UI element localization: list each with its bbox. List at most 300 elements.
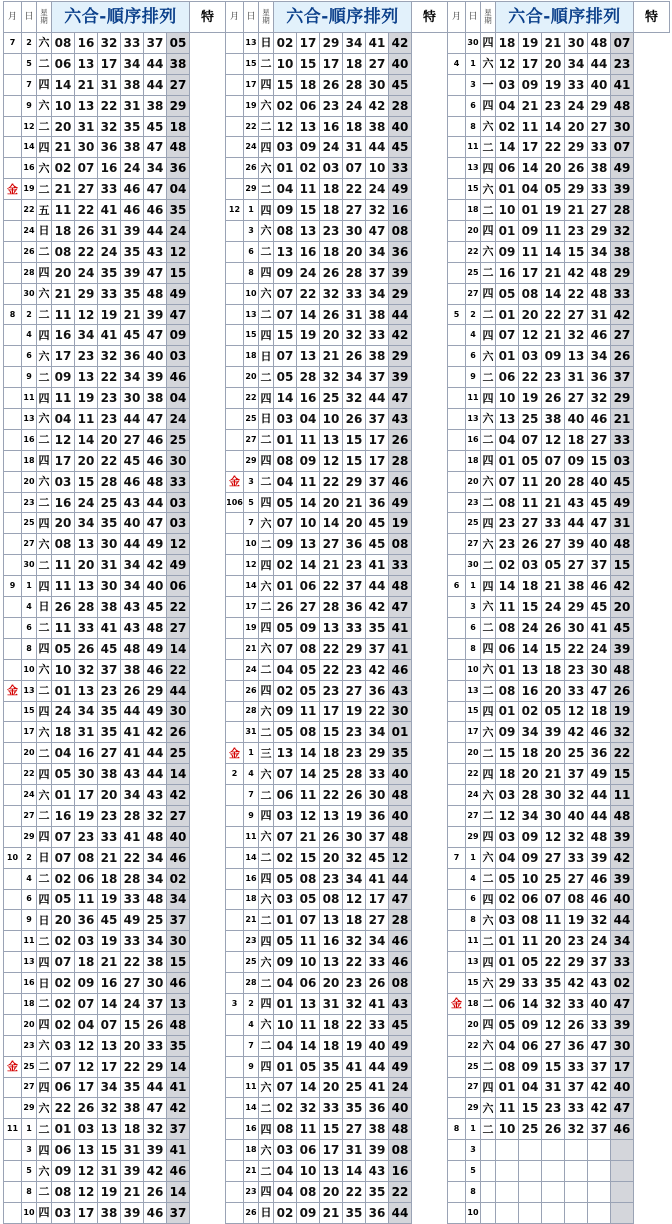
special-number-cell: 35 bbox=[389, 743, 412, 764]
number-cell: 26 bbox=[343, 409, 366, 430]
number-cell: 08 bbox=[52, 33, 75, 54]
special-number-cell: 12 bbox=[167, 241, 190, 262]
number-cell: 02 bbox=[496, 116, 519, 137]
month-cell bbox=[226, 722, 244, 743]
day-cell: 5 bbox=[466, 1161, 481, 1182]
table-row bbox=[448, 221, 670, 242]
number-cell: 06 bbox=[496, 993, 519, 1014]
weekday-cell: 六 bbox=[37, 409, 52, 430]
number-cell: 08 bbox=[297, 638, 320, 659]
month-cell bbox=[4, 973, 22, 994]
number-cell: 37 bbox=[366, 262, 389, 283]
table-row bbox=[226, 847, 448, 868]
weekday-cell: 二 bbox=[481, 200, 496, 221]
special-number-cell: 32 bbox=[611, 722, 634, 743]
month-cell bbox=[4, 1161, 22, 1182]
number-cell: 10 bbox=[496, 1119, 519, 1140]
number-cell: 13 bbox=[320, 805, 343, 826]
month-cell bbox=[448, 137, 466, 158]
number-cell: 10 bbox=[366, 158, 389, 179]
number-cell: 38 bbox=[144, 952, 167, 973]
special-number-cell: 44 bbox=[389, 1202, 412, 1223]
special-header: 特 bbox=[412, 2, 448, 33]
number-cell: 28 bbox=[75, 597, 98, 618]
day-cell: 4 bbox=[466, 325, 481, 346]
number-cell: 22 bbox=[343, 1014, 366, 1035]
number-cell bbox=[542, 1140, 565, 1161]
number-cell: 01 bbox=[52, 785, 75, 806]
day-cell: 25 bbox=[466, 513, 481, 534]
number-cell: 48 bbox=[121, 638, 144, 659]
month-cell bbox=[226, 33, 244, 54]
number-cell: 37 bbox=[366, 826, 389, 847]
table-row bbox=[4, 785, 226, 806]
day-cell: 8 bbox=[466, 1181, 481, 1202]
number-cell: 07 bbox=[274, 304, 297, 325]
number-cell: 29 bbox=[343, 471, 366, 492]
number-cell: 31 bbox=[320, 993, 343, 1014]
number-cell: 38 bbox=[121, 137, 144, 158]
number-cell: 27 bbox=[588, 200, 611, 221]
number-cell: 18 bbox=[320, 179, 343, 200]
number-cell: 22 bbox=[320, 638, 343, 659]
table-row bbox=[448, 638, 670, 659]
number-cell: 33 bbox=[366, 764, 389, 785]
number-cell: 11 bbox=[519, 241, 542, 262]
number-cell: 09 bbox=[297, 1202, 320, 1223]
number-cell: 31 bbox=[121, 1140, 144, 1161]
weekday-cell: 四 bbox=[37, 1202, 52, 1223]
number-cell: 45 bbox=[98, 910, 121, 931]
number-cell: 23 bbox=[343, 973, 366, 994]
weekday-cell: 三 bbox=[259, 743, 274, 764]
weekday-cell: 日 bbox=[259, 409, 274, 430]
weekday-cell: 六 bbox=[481, 785, 496, 806]
number-cell: 39 bbox=[144, 1140, 167, 1161]
special-number-cell: 49 bbox=[389, 179, 412, 200]
number-cell: 31 bbox=[343, 137, 366, 158]
number-cell: 32 bbox=[98, 116, 121, 137]
number-cell: 13 bbox=[75, 367, 98, 388]
special-number-cell: 05 bbox=[167, 33, 190, 54]
special-number-cell: 42 bbox=[389, 33, 412, 54]
number-cell: 01 bbox=[496, 304, 519, 325]
number-cell: 12 bbox=[565, 701, 588, 722]
table-row bbox=[448, 847, 670, 868]
weekday-cell: 二 bbox=[259, 241, 274, 262]
number-cell: 03 bbox=[496, 785, 519, 806]
day-cell: 27 bbox=[22, 534, 37, 555]
table-row bbox=[4, 283, 226, 304]
number-cell: 32 bbox=[343, 993, 366, 1014]
number-cell: 30 bbox=[542, 805, 565, 826]
number-cell: 01 bbox=[496, 931, 519, 952]
number-cell: 18 bbox=[588, 701, 611, 722]
number-cell: 18 bbox=[343, 910, 366, 931]
day-cell: 13 bbox=[22, 680, 37, 701]
number-cell: 20 bbox=[52, 513, 75, 534]
day-cell: 18 bbox=[244, 1140, 259, 1161]
month-cell bbox=[226, 325, 244, 346]
number-cell: 30 bbox=[75, 137, 98, 158]
number-cell: 07 bbox=[98, 1014, 121, 1035]
month-cell bbox=[448, 388, 466, 409]
number-cell: 20 bbox=[519, 304, 542, 325]
number-cell: 33 bbox=[588, 179, 611, 200]
number-cell: 40 bbox=[121, 513, 144, 534]
special-number-cell: 26 bbox=[167, 722, 190, 743]
number-cell: 20 bbox=[52, 910, 75, 931]
month-cell bbox=[4, 95, 22, 116]
special-number-cell: 44 bbox=[389, 304, 412, 325]
weekday-cell: 二 bbox=[37, 429, 52, 450]
weekday-cell: 二 bbox=[37, 805, 52, 826]
number-cell: 47 bbox=[144, 179, 167, 200]
day-cell: 6 bbox=[22, 617, 37, 638]
number-cell: 07 bbox=[274, 346, 297, 367]
table-row bbox=[448, 388, 670, 409]
month-cell bbox=[4, 492, 22, 513]
number-cell: 09 bbox=[274, 701, 297, 722]
number-cell: 17 bbox=[366, 889, 389, 910]
number-cell: 02 bbox=[52, 931, 75, 952]
month-cell bbox=[448, 1140, 466, 1161]
table-row bbox=[448, 283, 670, 304]
number-cell: 28 bbox=[343, 74, 366, 95]
day-cell: 29 bbox=[244, 179, 259, 200]
month-cell bbox=[4, 743, 22, 764]
number-cell: 12 bbox=[75, 1181, 98, 1202]
special-number-cell: 08 bbox=[389, 1140, 412, 1161]
special-number-cell: 49 bbox=[611, 158, 634, 179]
month-header: 月 bbox=[4, 2, 22, 33]
month-cell bbox=[4, 868, 22, 889]
number-cell: 07 bbox=[52, 847, 75, 868]
number-cell: 12 bbox=[542, 1014, 565, 1035]
number-cell: 02 bbox=[274, 847, 297, 868]
number-cell: 23 bbox=[343, 555, 366, 576]
number-cell: 21 bbox=[52, 179, 75, 200]
number-cell: 11 bbox=[496, 1098, 519, 1119]
table-row bbox=[226, 952, 448, 973]
number-cell: 21 bbox=[320, 346, 343, 367]
special-number-cell: 33 bbox=[167, 471, 190, 492]
number-cell: 10 bbox=[297, 513, 320, 534]
number-cell: 41 bbox=[366, 868, 389, 889]
month-cell bbox=[4, 262, 22, 283]
special-number-cell: 46 bbox=[389, 952, 412, 973]
weekday-cell: 四 bbox=[37, 1077, 52, 1098]
weekday-cell: 四 bbox=[37, 826, 52, 847]
number-cell: 32 bbox=[144, 1119, 167, 1140]
number-cell: 27 bbox=[519, 513, 542, 534]
day-cell: 30 bbox=[22, 555, 37, 576]
number-cell: 46 bbox=[588, 722, 611, 743]
number-cell: 09 bbox=[496, 722, 519, 743]
month-cell bbox=[448, 179, 466, 200]
month-cell bbox=[448, 805, 466, 826]
day-cell: 14 bbox=[244, 576, 259, 597]
weekday-cell: 二 bbox=[259, 973, 274, 994]
table-row bbox=[226, 262, 448, 283]
number-cell: 11 bbox=[297, 1119, 320, 1140]
special-number-cell: 30 bbox=[167, 931, 190, 952]
number-cell: 10 bbox=[274, 1014, 297, 1035]
month-cell bbox=[4, 429, 22, 450]
day-cell: 2 bbox=[244, 993, 259, 1014]
month-cell bbox=[226, 1202, 244, 1223]
table-row bbox=[226, 325, 448, 346]
month-cell bbox=[226, 388, 244, 409]
number-cell: 33 bbox=[565, 680, 588, 701]
table-row bbox=[448, 868, 670, 889]
number-cell: 02 bbox=[274, 33, 297, 54]
weekday-cell: 六 bbox=[259, 1077, 274, 1098]
number-cell: 43 bbox=[144, 785, 167, 806]
number-cell: 26 bbox=[542, 617, 565, 638]
number-cell: 13 bbox=[98, 1035, 121, 1056]
table-row bbox=[226, 1202, 448, 1223]
table-row bbox=[448, 450, 670, 471]
number-cell: 33 bbox=[320, 1098, 343, 1119]
special-number-cell: 38 bbox=[611, 241, 634, 262]
day-cell: 22 bbox=[244, 388, 259, 409]
weekday-cell: 二 bbox=[37, 1119, 52, 1140]
number-cell: 23 bbox=[98, 388, 121, 409]
number-cell: 28 bbox=[565, 471, 588, 492]
table-row bbox=[226, 116, 448, 137]
number-cell: 42 bbox=[366, 597, 389, 618]
weekday-cell: 四 bbox=[259, 325, 274, 346]
number-cell: 16 bbox=[75, 743, 98, 764]
special-number-cell: 03 bbox=[167, 346, 190, 367]
special-number-cell: 14 bbox=[167, 1181, 190, 1202]
number-cell bbox=[519, 1181, 542, 1202]
day-cell: 24 bbox=[244, 659, 259, 680]
number-cell: 23 bbox=[320, 221, 343, 242]
number-cell: 28 bbox=[98, 471, 121, 492]
month-cell bbox=[448, 1161, 466, 1182]
gold-marker: 金 bbox=[451, 997, 462, 1011]
number-cell: 46 bbox=[588, 576, 611, 597]
number-cell: 24 bbox=[75, 262, 98, 283]
weekday-cell: 四 bbox=[481, 826, 496, 847]
table-row bbox=[4, 95, 226, 116]
number-cell: 20 bbox=[565, 116, 588, 137]
month-cell bbox=[226, 1035, 244, 1056]
day-cell: 18 bbox=[466, 450, 481, 471]
month-cell bbox=[4, 659, 22, 680]
day-cell: 2 bbox=[22, 33, 37, 54]
number-cell: 13 bbox=[75, 95, 98, 116]
special-number-cell: 35 bbox=[167, 1035, 190, 1056]
month-cell bbox=[226, 409, 244, 430]
number-cell: 16 bbox=[52, 492, 75, 513]
number-cell: 36 bbox=[366, 1098, 389, 1119]
number-cell: 08 bbox=[297, 1181, 320, 1202]
number-cell: 11 bbox=[297, 471, 320, 492]
month-cell bbox=[226, 680, 244, 701]
special-number-cell: 42 bbox=[611, 304, 634, 325]
number-cell: 44 bbox=[144, 764, 167, 785]
number-cell: 08 bbox=[320, 889, 343, 910]
weekday-cell: 六 bbox=[481, 597, 496, 618]
day-cell: 4 bbox=[22, 597, 37, 618]
table-row bbox=[448, 1077, 670, 1098]
month-cell bbox=[226, 847, 244, 868]
month-cell bbox=[226, 450, 244, 471]
day-cell: 26 bbox=[244, 1202, 259, 1223]
number-cell: 12 bbox=[496, 805, 519, 826]
table-row bbox=[4, 262, 226, 283]
number-cell: 28 bbox=[320, 597, 343, 618]
day-cell: 13 bbox=[22, 409, 37, 430]
number-cell: 20 bbox=[542, 53, 565, 74]
number-cell: 26 bbox=[343, 346, 366, 367]
number-cell: 33 bbox=[98, 283, 121, 304]
number-cell: 20 bbox=[98, 429, 121, 450]
number-cell: 30 bbox=[588, 659, 611, 680]
weekday-cell: 四 bbox=[259, 868, 274, 889]
day-cell: 3 bbox=[466, 1140, 481, 1161]
month-cell: 3 bbox=[226, 993, 244, 1014]
number-cell: 15 bbox=[274, 74, 297, 95]
number-cell: 10 bbox=[496, 388, 519, 409]
special-number-cell: 29 bbox=[389, 346, 412, 367]
number-cell: 24 bbox=[519, 617, 542, 638]
number-cell: 11 bbox=[496, 597, 519, 618]
weekday-cell: 四 bbox=[37, 450, 52, 471]
number-cell: 47 bbox=[144, 137, 167, 158]
special-number-cell: 38 bbox=[167, 53, 190, 74]
number-cell: 26 bbox=[320, 262, 343, 283]
special-number-cell: 02 bbox=[167, 868, 190, 889]
table-row bbox=[226, 617, 448, 638]
number-cell: 42 bbox=[588, 1098, 611, 1119]
day-cell: 1 bbox=[22, 1119, 37, 1140]
weekday-cell: 六 bbox=[481, 179, 496, 200]
month-cell bbox=[4, 116, 22, 137]
table-row bbox=[448, 1140, 670, 1161]
gold-marker: 金 bbox=[229, 746, 240, 760]
special-number-cell: 33 bbox=[389, 555, 412, 576]
number-cell: 37 bbox=[366, 409, 389, 430]
number-cell bbox=[565, 1161, 588, 1182]
number-cell: 22 bbox=[519, 367, 542, 388]
number-cell: 41 bbox=[588, 617, 611, 638]
special-number-cell: 47 bbox=[389, 597, 412, 618]
number-cell: 24 bbox=[588, 638, 611, 659]
weekday-cell: 四 bbox=[37, 889, 52, 910]
number-cell: 32 bbox=[343, 325, 366, 346]
number-cell: 35 bbox=[343, 1098, 366, 1119]
number-cell: 30 bbox=[121, 388, 144, 409]
weekday-cell: 六 bbox=[37, 1098, 52, 1119]
number-cell: 27 bbox=[343, 200, 366, 221]
number-cell: 01 bbox=[52, 680, 75, 701]
number-cell: 17 bbox=[52, 450, 75, 471]
number-cell: 23 bbox=[98, 680, 121, 701]
weekday-cell: 二 bbox=[481, 492, 496, 513]
number-cell: 27 bbox=[588, 116, 611, 137]
special-number-cell: 31 bbox=[611, 513, 634, 534]
special-number-cell: 20 bbox=[611, 597, 634, 618]
special-number-cell: 49 bbox=[389, 492, 412, 513]
month-cell bbox=[448, 116, 466, 137]
number-cell: 01 bbox=[496, 450, 519, 471]
table-row bbox=[448, 1202, 670, 1223]
table-row bbox=[448, 471, 670, 492]
number-cell: 15 bbox=[519, 1098, 542, 1119]
month-cell bbox=[226, 638, 244, 659]
number-cell: 34 bbox=[121, 576, 144, 597]
table-row bbox=[226, 764, 448, 785]
special-number-cell: 11 bbox=[611, 785, 634, 806]
special-number-cell: 03 bbox=[611, 450, 634, 471]
table-row bbox=[448, 785, 670, 806]
weekday-cell: 二 bbox=[259, 471, 274, 492]
month-cell bbox=[226, 617, 244, 638]
day-cell: 20 bbox=[466, 1014, 481, 1035]
number-cell: 23 bbox=[496, 534, 519, 555]
day-cell: 13 bbox=[244, 33, 259, 54]
number-cell: 09 bbox=[52, 1161, 75, 1182]
day-cell: 27 bbox=[466, 805, 481, 826]
day-cell: 8 bbox=[466, 116, 481, 137]
special-number-cell: 46 bbox=[389, 931, 412, 952]
day-cell: 22 bbox=[466, 241, 481, 262]
number-cell: 03 bbox=[320, 158, 343, 179]
number-cell: 03 bbox=[75, 931, 98, 952]
weekday-cell: 四 bbox=[37, 513, 52, 534]
gold-marker: 金 bbox=[7, 182, 18, 196]
number-cell: 29 bbox=[565, 137, 588, 158]
number-cell: 24 bbox=[75, 492, 98, 513]
weekday-cell: 四 bbox=[481, 513, 496, 534]
month-cell bbox=[448, 325, 466, 346]
number-cell: 22 bbox=[343, 1181, 366, 1202]
number-cell: 20 bbox=[320, 1077, 343, 1098]
special-number-cell: 42 bbox=[611, 576, 634, 597]
number-cell: 10 bbox=[52, 659, 75, 680]
number-cell: 16 bbox=[98, 158, 121, 179]
table-row bbox=[4, 680, 226, 701]
table-row bbox=[448, 1119, 670, 1140]
number-cell: 23 bbox=[565, 659, 588, 680]
weekday-cell: 二 bbox=[37, 179, 52, 200]
special-number-cell: 28 bbox=[389, 95, 412, 116]
special-number-cell: 35 bbox=[167, 200, 190, 221]
number-cell: 17 bbox=[519, 53, 542, 74]
number-cell: 04 bbox=[496, 429, 519, 450]
month-cell bbox=[448, 429, 466, 450]
table-row bbox=[4, 367, 226, 388]
table-row bbox=[4, 952, 226, 973]
number-cell: 02 bbox=[274, 555, 297, 576]
day-cell: 9 bbox=[22, 95, 37, 116]
month-cell bbox=[4, 638, 22, 659]
day-cell: 4 bbox=[22, 325, 37, 346]
number-cell: 40 bbox=[565, 409, 588, 430]
number-cell: 15 bbox=[565, 241, 588, 262]
number-cell: 19 bbox=[519, 388, 542, 409]
number-cell: 10 bbox=[274, 53, 297, 74]
number-cell: 20 bbox=[542, 680, 565, 701]
special-number-cell: 40 bbox=[389, 53, 412, 74]
table-row bbox=[448, 137, 670, 158]
number-cell: 22 bbox=[343, 952, 366, 973]
day-cell: 9 bbox=[244, 1056, 259, 1077]
